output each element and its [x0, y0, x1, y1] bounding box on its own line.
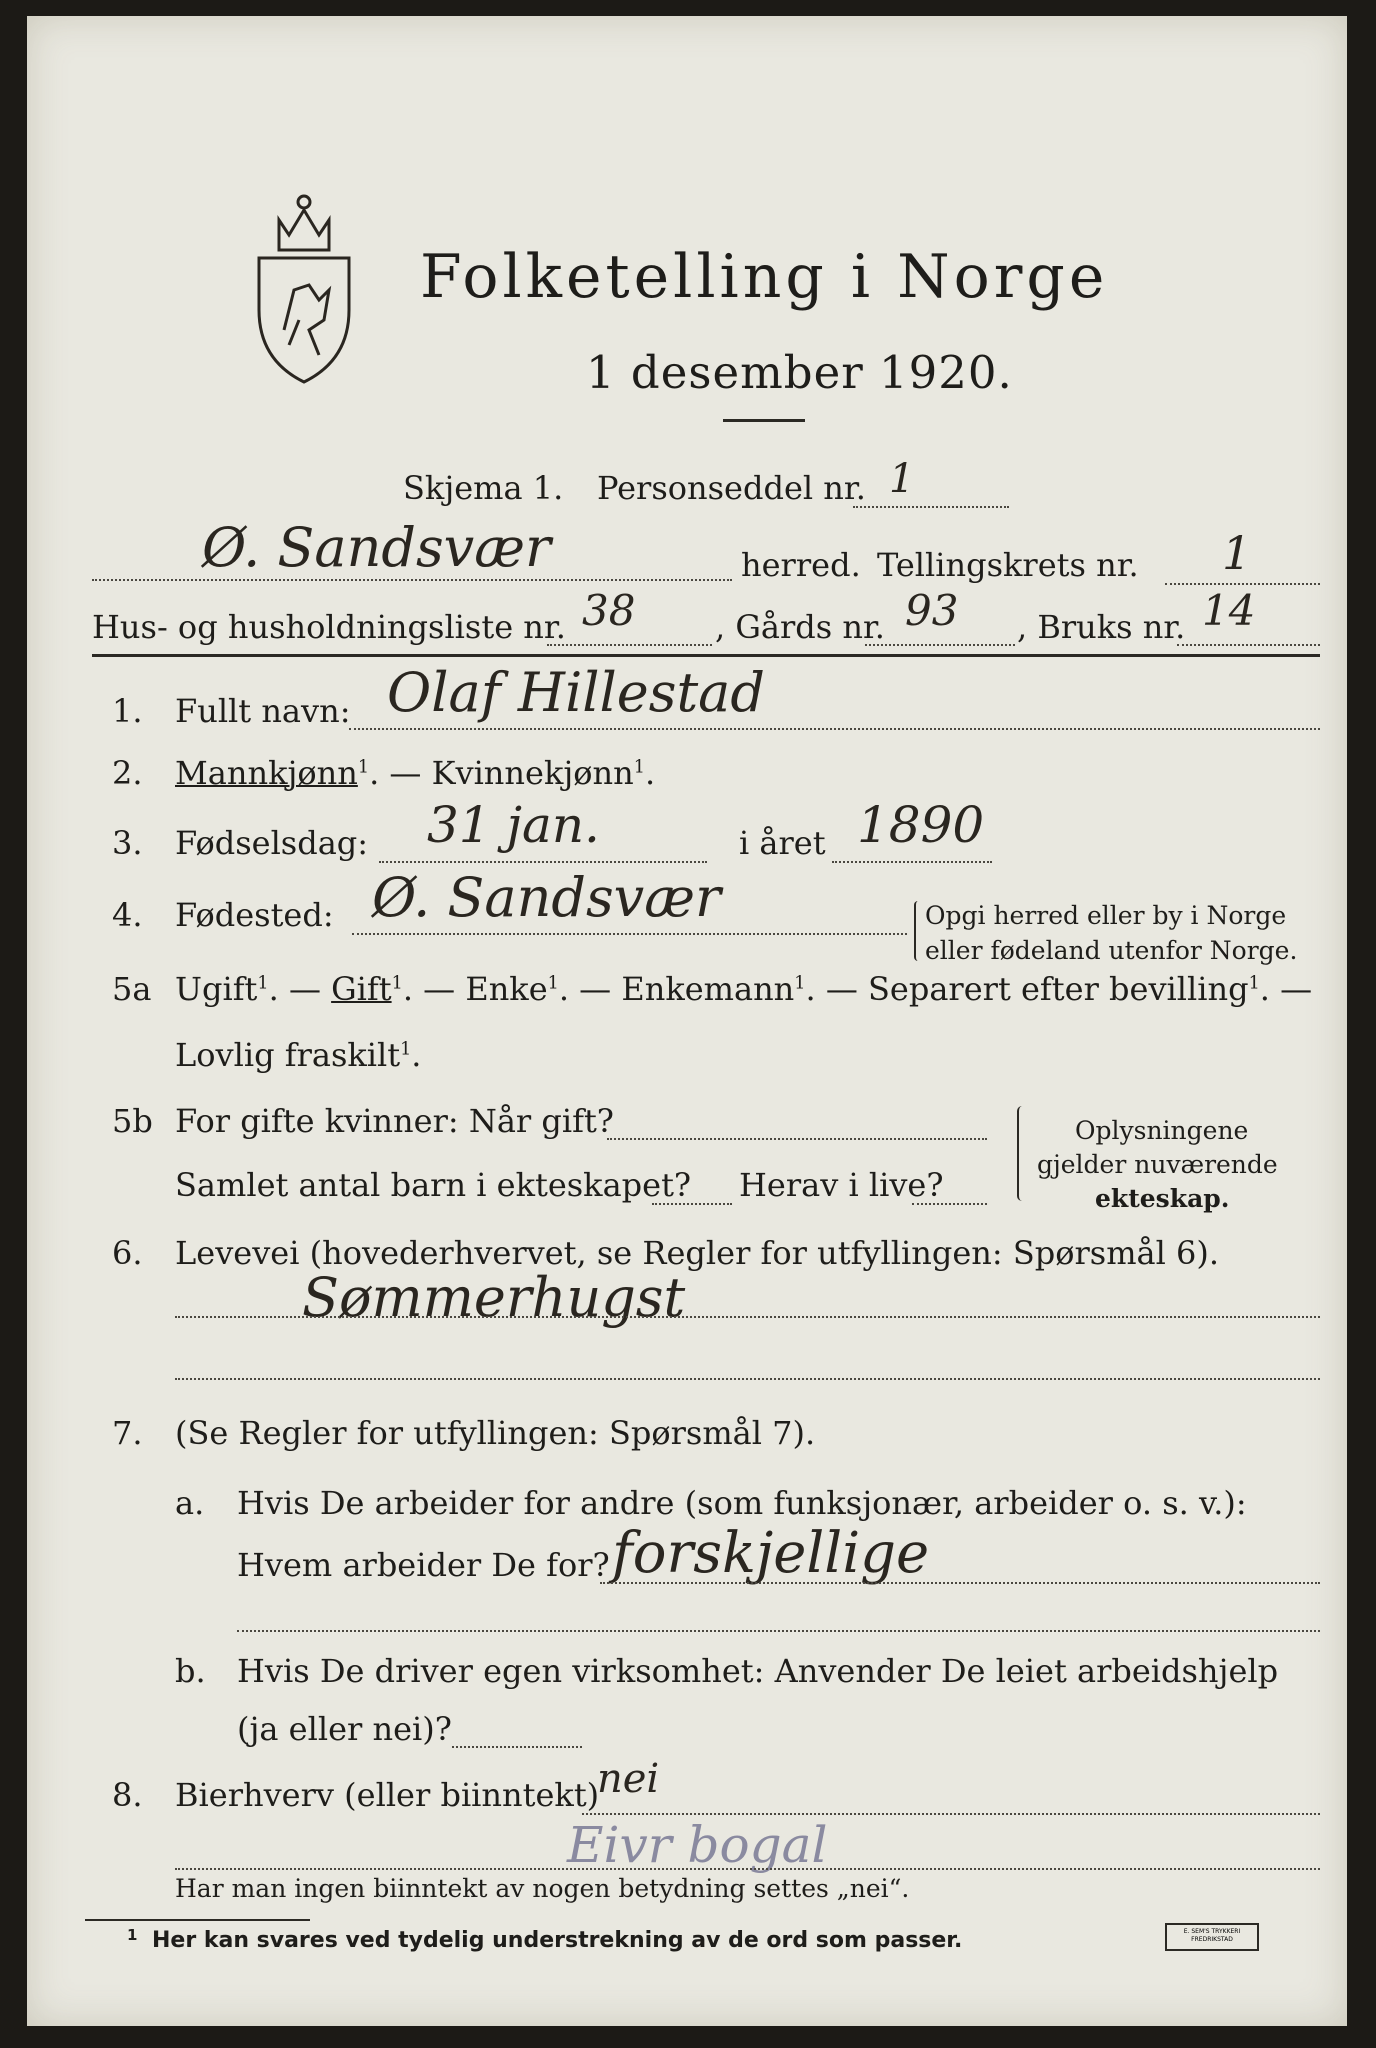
form-date: 1 desember 1920.	[586, 346, 1013, 399]
q5b-note2: gjelder nuværende	[1037, 1150, 1278, 1179]
personseddel-value[interactable]: 1	[889, 456, 915, 502]
tellingskrets-label: Tellingskrets nr.	[877, 546, 1139, 584]
q5a-gift-footnote: 1	[391, 973, 403, 994]
q5a-ugift-option[interactable]: Ugift	[175, 970, 258, 1008]
q2-end: .	[644, 754, 656, 792]
biinntekt-note: Har man ingen biinntekt av nogen betydning settes „nei“.	[175, 1874, 910, 1903]
q7a-letter: a.	[175, 1484, 205, 1522]
tellingskrets-line	[1165, 583, 1320, 585]
printer-stamp-text: E. SEM'S TRYKKERI FREDRIKSTAD	[1183, 1928, 1241, 1943]
q3-line	[379, 861, 707, 863]
q5b-label3: Herav i live?	[739, 1166, 944, 1204]
q6-label: Levevei (hovederhvervet, se Regler for utfyllingen: Spørsmål 6).	[175, 1234, 1220, 1272]
q4-value[interactable]: Ø. Sandsvær	[372, 866, 721, 929]
q5b-alive-line	[912, 1203, 987, 1205]
hus-value[interactable]: 38	[582, 586, 636, 635]
q5b-note3: ekteskap.	[1095, 1184, 1230, 1213]
q5a-number: 5a	[112, 970, 152, 1008]
q5a-options-line2	[175, 1036, 421, 1074]
herred-value[interactable]: Ø. Sandsvær	[202, 516, 551, 579]
q5a-fraskilt-footnote: 1	[400, 1039, 412, 1060]
hus-line	[547, 644, 712, 646]
gards-label: , Gårds nr.	[715, 608, 885, 646]
q2-number: 2.	[112, 754, 143, 792]
q2-options	[175, 754, 655, 792]
q8-label: Bierhverv (eller biinntekt)	[175, 1776, 600, 1814]
q5a-dash: . —	[402, 970, 466, 1008]
q5b-note-brace	[1017, 1106, 1027, 1201]
q5a-enke-option[interactable]: Enke	[465, 970, 548, 1008]
q5a-separert-footnote: 1	[1248, 973, 1260, 994]
q5b-children-line	[652, 1203, 732, 1205]
census-form-sheet	[27, 16, 1347, 2026]
q4-note-line2: eller fødeland utenfor Norge.	[925, 936, 1298, 965]
q5b-label1: For gifte kvinner: Når gift?	[175, 1102, 614, 1140]
q6-value[interactable]: Sømmerhugst	[302, 1266, 686, 1329]
q5b-number: 5b	[112, 1102, 153, 1140]
printer-stamp	[1165, 1923, 1259, 1951]
q7-label: (Se Regler for utfyllingen: Spørsmål 7).	[175, 1414, 816, 1452]
q5b-label2: Samlet antal barn i ekteskapet?	[175, 1166, 692, 1204]
personseddel-label: Personseddel nr.	[597, 469, 866, 507]
q7b-line2: (ja eller nei)?	[237, 1710, 452, 1748]
q4-line	[352, 933, 907, 935]
q6-line1	[175, 1316, 1320, 1318]
q5a-dash: . —	[558, 970, 622, 1008]
q2-male-option[interactable]: Mannkjønn	[175, 754, 358, 792]
q5a-enkemann-option[interactable]: Enkemann	[621, 970, 795, 1008]
q1-value[interactable]: Olaf Hillestad	[387, 661, 765, 724]
personseddel-line	[853, 506, 1009, 508]
q4-note-brace	[914, 901, 922, 961]
q6-line2	[175, 1378, 1320, 1380]
skjema-label: Skjema 1.	[403, 469, 564, 507]
q5a-separert-option[interactable]: Separert efter bevilling	[868, 970, 1249, 1008]
q7a-line1: Hvis De arbeider for andre (som funksjonær, arbeider o. s. v.):	[237, 1484, 1247, 1522]
herred-label: herred.	[741, 546, 861, 584]
q7b-letter: b.	[175, 1652, 206, 1690]
q3-year-line	[832, 861, 992, 863]
q7a-value[interactable]: forskjellige	[612, 1521, 930, 1586]
q5a-gift-option[interactable]: Gift	[331, 970, 392, 1008]
q5a-options	[175, 970, 1312, 1008]
hus-label: Hus- og husholdningsliste nr.	[92, 608, 566, 646]
herred-line	[92, 579, 732, 581]
q6-number: 6.	[112, 1234, 143, 1272]
q3-value[interactable]: 31 jan.	[427, 796, 600, 854]
q8-extra-line	[175, 1868, 1320, 1870]
q3-label: Fødselsdag:	[175, 824, 369, 862]
title-divider	[723, 419, 805, 422]
q8-line	[582, 1813, 1320, 1815]
q7-number: 7.	[112, 1414, 143, 1452]
bruks-value[interactable]: 14	[1202, 586, 1256, 635]
q5a-enke-footnote: 1	[547, 973, 559, 994]
q5a-enkemann-footnote: 1	[794, 973, 806, 994]
tellingskrets-value[interactable]: 1	[1222, 526, 1252, 580]
q5b-married-line	[607, 1138, 987, 1140]
footnote-mark: 1	[127, 1926, 138, 1944]
q2-separator: . —	[369, 754, 432, 792]
q7a-line2: Hvem arbeider De for?	[237, 1546, 610, 1584]
q3-number: 3.	[112, 824, 143, 862]
q4-label: Fødested:	[175, 896, 334, 934]
footnote-divider	[85, 1919, 310, 1921]
q7b-line1: Hvis De driver egen virksomhet: Anvender De leiet arbeidshjelp	[237, 1652, 1279, 1690]
q8-value[interactable]: nei	[597, 1756, 660, 1802]
q7a-line	[600, 1582, 1320, 1584]
q3-year-value[interactable]: 1890	[857, 796, 985, 854]
q2-female-footnote: 1	[633, 757, 645, 778]
q2-female-option[interactable]: Kvinnekjønn	[431, 754, 634, 792]
q1-line	[349, 728, 1320, 730]
q5a-fraskilt-option[interactable]: Lovlig fraskilt	[175, 1036, 401, 1074]
form-title: Folketelling i Norge	[420, 242, 1109, 312]
q5a-dash: . —	[805, 970, 868, 1008]
q4-note-line1: Opgi herred eller by i Norge	[925, 901, 1287, 930]
q5a-dash: . —	[1259, 970, 1313, 1008]
q7a-extra-line	[237, 1630, 1320, 1632]
q1-label: Fullt navn:	[175, 692, 351, 730]
header-divider	[92, 654, 1320, 657]
q8-number: 8.	[112, 1776, 143, 1814]
q4-number: 4.	[112, 896, 143, 934]
q5a-end: .	[411, 1036, 422, 1074]
q2-male-footnote: 1	[357, 757, 370, 778]
q7b-line	[452, 1746, 582, 1748]
bruks-line	[1177, 644, 1320, 646]
norway-coat-of-arms-icon	[249, 180, 359, 386]
q5b-note1: Oplysningene	[1075, 1116, 1249, 1145]
q5a-dash: . —	[268, 970, 332, 1008]
gards-line	[865, 644, 1015, 646]
footnote-text: Her kan svares ved tydelig understrekning av de ord som passer.	[152, 1928, 963, 1953]
q1-number: 1.	[112, 692, 143, 730]
q3-year-label: i året	[739, 824, 826, 862]
gards-value[interactable]: 93	[905, 586, 959, 635]
q8-extra-value: Eivr bogal	[567, 1816, 828, 1874]
bruks-label: , Bruks nr.	[1017, 608, 1186, 646]
q5a-ugift-footnote: 1	[257, 973, 269, 994]
